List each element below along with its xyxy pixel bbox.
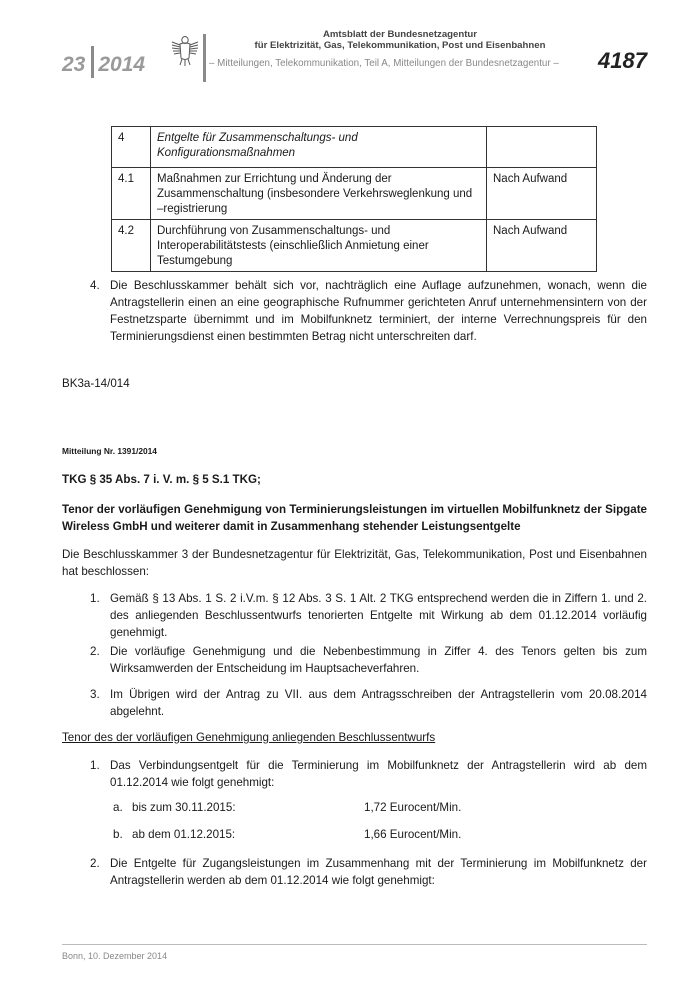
list-item-text: Im Übrigen wird der Antrag zu VII. aus dem Antragsschreiben der Antragstellerin vom 20.08.2014 abgelehnt.	[110, 688, 647, 718]
rate-period: ab dem 01.12.2015:	[132, 828, 236, 841]
page-number: 4187	[598, 48, 647, 73]
footer-divider	[62, 944, 647, 945]
table-cell-description: Durchführung von Zusammenschaltungs- und Interoperabilitätstests (einschließlich Anmietung einer Testumgebung	[151, 220, 487, 272]
table-row	[112, 168, 597, 220]
list-item-number: 3.	[90, 688, 100, 701]
list-item-text: Gemäß § 13 Abs. 1 S. 2 i.V.m. § 12 Abs. 3 S. 1 Alt. 2 TKG entsprechend werden die in Ziffern 1. und 2. des anliegenden Beschlussentwurfs tenorierten Entgelte mit Wirkung ab dem 01.12.2014 vorläufig genehmigt.	[110, 592, 647, 639]
list-item-text: Die vorläufige Genehmigung und die Nebenbestimmung in Ziffer 4. des Tenors gelten bis zum Wirksamwerden der Entscheidung im Hauptsacheverfahren.	[110, 645, 647, 675]
table-cell-price	[487, 127, 597, 168]
gazette-subtitle: für Elektrizität, Gas, Telekommunikation, Post und Eisenbahnen	[254, 40, 546, 51]
list-item-number: 1.	[90, 759, 100, 772]
notice-number: Mitteilung Nr. 1391/2014	[62, 446, 157, 456]
list-item-text: Die Entgelte für Zugangsleistungen im Zusammenhang mit der Terminierung im Mobilfunknetz der Antragstellerin werden ab dem 01.12.2014 wie folgt genehmigt:	[110, 857, 647, 887]
table-row	[112, 127, 597, 168]
table-cell-price: Nach Aufwand	[487, 168, 597, 220]
list-item-number: 2.	[90, 857, 100, 870]
list-item-text: Das Verbindungsentgelt für die Terminierung im Mobilfunknetz der Antragstellerin wird ab dem 01.12.2014 wie folgt genehmigt:	[110, 759, 647, 789]
table-cell-description: Entgelte für Zusammenschaltungs- und Konfigurationsmaßnahmen	[151, 127, 487, 168]
table-cell-price: Nach Aufwand	[487, 220, 597, 272]
issue-number: 23	[62, 53, 86, 76]
header-divider	[203, 34, 206, 82]
list-item-text: Die Beschlusskammer behält sich vor, nachträglich eine Auflage aufzunehmen, wonach, wenn die Antragstellerin einen an eine geographische Rufnummer gerichteten Anruf unternehmensintern von der Festnetzsparte übernimmt und im Mobilfunknetz terminiert, der interne Verrechnungspreis für den Terminierungsdienst einen bestimmten Betrag nicht unterschreiten darf.	[110, 279, 647, 343]
draft-heading: Tenor des der vorläufigen Genehmigung anliegenden Beschlussentwurfs	[62, 731, 436, 744]
rate-letter: a.	[113, 801, 123, 814]
table-row	[112, 220, 597, 272]
federal-eagle-icon	[170, 32, 200, 68]
list-item-number: 1.	[90, 592, 100, 605]
table-cell-number: 4	[112, 127, 151, 168]
rate-period: bis zum 30.11.2015:	[132, 801, 236, 814]
list-item-number: 4.	[90, 279, 100, 292]
rate-letter: b.	[113, 828, 123, 841]
file-reference: BK3a-14/014	[62, 377, 130, 390]
footer-date: Bonn, 10. Dezember 2014	[62, 951, 168, 961]
issue-year: 2014	[98, 53, 146, 76]
section-subtitle: – Mitteilungen, Telekommunikation, Teil A, Mitteilungen der Bundesnetzagentur –	[209, 58, 559, 69]
notice-intro: Die Beschlusskammer 3 der Bundesnetzagentur für Elektrizität, Gas, Telekommunikation, Post und Eisenbahnen hat beschlossen:	[62, 548, 647, 578]
rate-value: 1,72 Eurocent/Min.	[364, 801, 462, 814]
gazette-title: Amtsblatt der Bundesnetzagentur	[322, 29, 478, 40]
issue-label	[62, 46, 145, 78]
list-item-number: 2.	[90, 645, 100, 658]
rate-value: 1,66 Eurocent/Min.	[364, 828, 462, 841]
tariff-table	[111, 126, 597, 272]
table-cell-number: 4.1	[112, 168, 151, 220]
notice-law-reference: TKG § 35 Abs. 7 i. V. m. § 5 S.1 TKG;	[62, 473, 261, 486]
table-cell-description: Maßnahmen zur Errichtung und Änderung der Zusammenschaltung (insbesondere Verkehrsweglenkung und –registrierung	[151, 168, 487, 220]
table-cell-number: 4.2	[112, 220, 151, 272]
notice-title: Tenor der vorläufigen Genehmigung von Terminierungsleistungen im virtuellen Mobilfunknetz der Sipgate Wireless GmbH und weiterer damit in Zusammenhang stehender Leistungsentgelte	[62, 503, 647, 533]
issue-separator	[91, 46, 94, 78]
